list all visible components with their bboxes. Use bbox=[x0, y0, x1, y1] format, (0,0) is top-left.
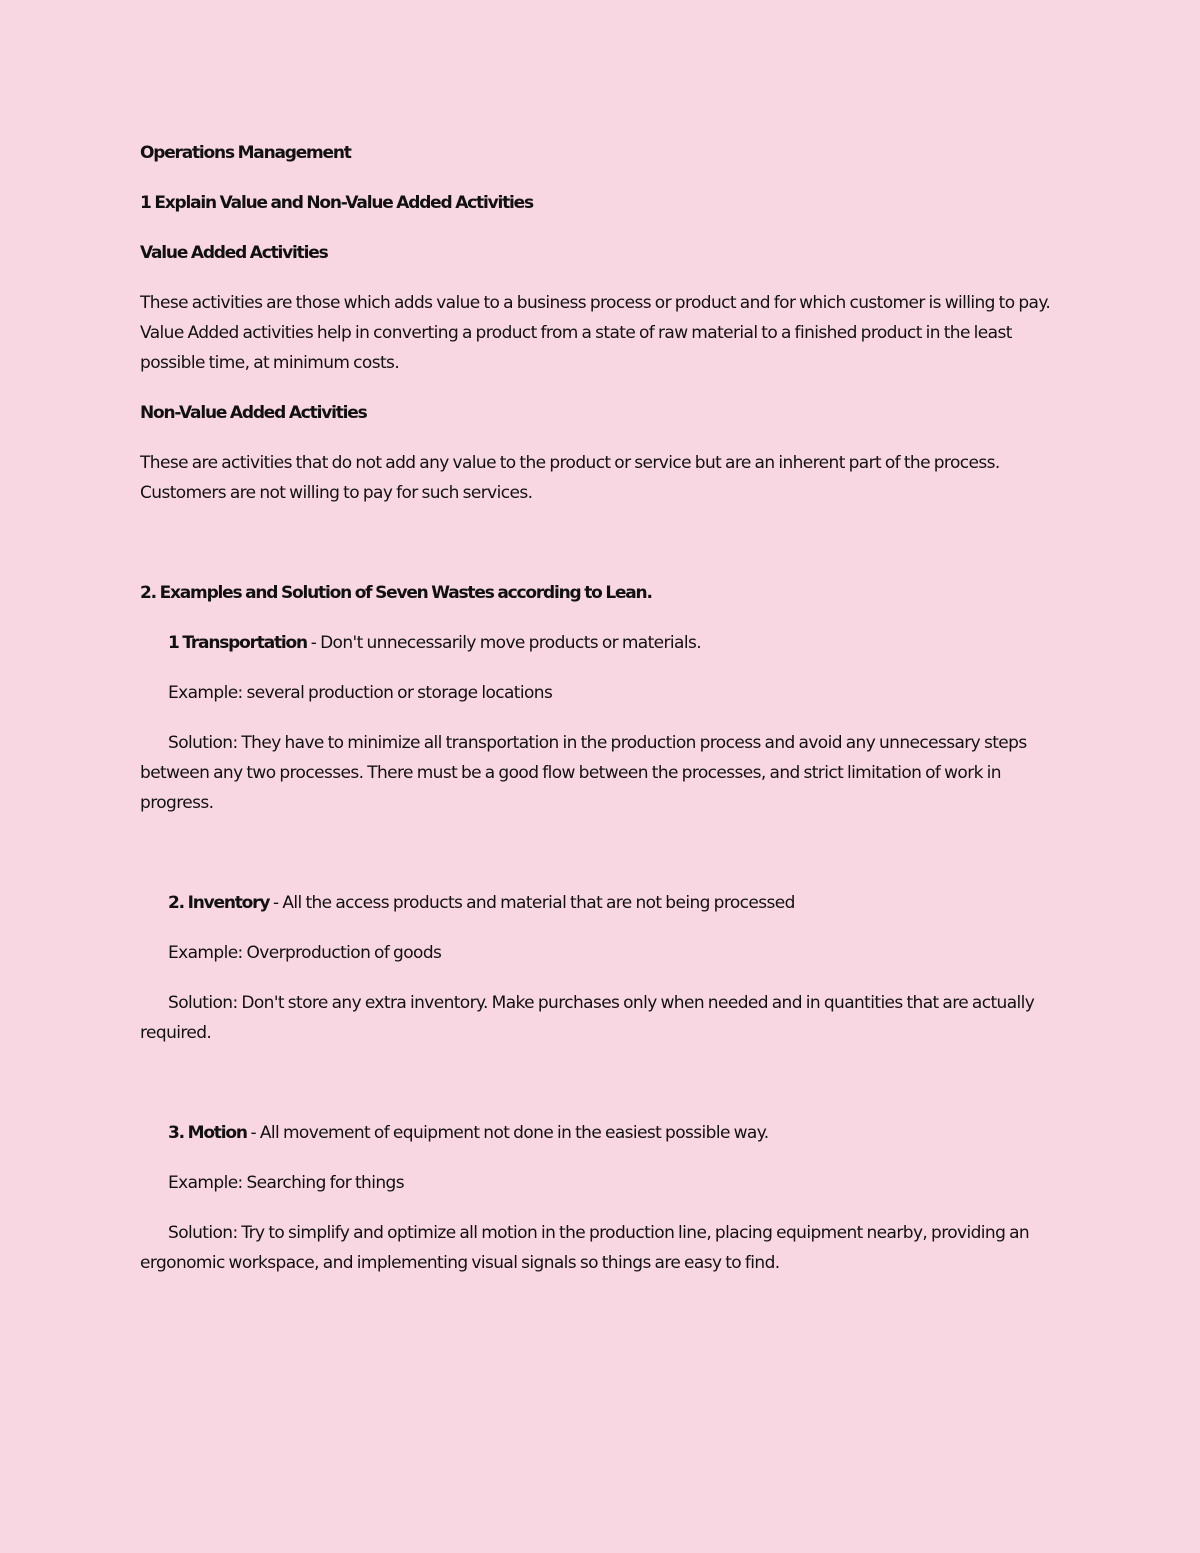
waste-description: - All the access products and material that are not being processed bbox=[269, 893, 795, 913]
waste-description: - Don't unnecessarily move products or materials. bbox=[306, 633, 702, 653]
waste-item-inventory bbox=[140, 888, 1060, 918]
waste-title: 3. Motion bbox=[168, 1123, 247, 1143]
waste-item-transportation bbox=[140, 628, 1060, 658]
value-added-heading: Value Added Activities bbox=[140, 243, 328, 263]
value-added-text: These activities are those which adds value to a business process or product and for which customer is willing to pay. Value Added activities help in converting a product from a state of raw material to a finished product in the least possible time, at minimum costs. bbox=[140, 293, 1051, 373]
waste-description: - All movement of equipment not done in the easiest possible way. bbox=[246, 1123, 769, 1143]
waste-title: 2. Inventory bbox=[168, 893, 270, 913]
waste-example: Example: Searching for things bbox=[168, 1173, 404, 1193]
section2-heading: 2. Examples and Solution of Seven Wastes according to Lean. bbox=[140, 583, 652, 603]
waste-solution: Solution: Try to simplify and optimize all motion in the production line, placing equipment nearby, providing an ergonomic workspace, and implementing visual signals so things are easy to find. bbox=[140, 1223, 1030, 1273]
document-content bbox=[140, 138, 1060, 1278]
non-value-added-heading: Non-Value Added Activities bbox=[140, 403, 367, 423]
document-title: Operations Management bbox=[140, 143, 351, 163]
non-value-added-text: These are activities that do not add any value to the product or service but are an inherent part of the process. Customers are not willing to pay for such services. bbox=[140, 453, 1000, 503]
waste-example: Example: Overproduction of goods bbox=[168, 943, 442, 963]
waste-example: Example: several production or storage locations bbox=[168, 683, 553, 703]
waste-title: 1 Transportation bbox=[168, 633, 307, 653]
section1-heading: 1 Explain Value and Non-Value Added Activities bbox=[140, 193, 533, 213]
waste-solution: Solution: Don't store any extra inventory. Make purchases only when needed and in quantities that are actually required. bbox=[140, 993, 1035, 1043]
waste-item-motion bbox=[140, 1118, 1060, 1148]
waste-solution: Solution: They have to minimize all transportation in the production process and avoid any unnecessary steps between any two processes. There must be a good flow between the processes, and strict limitation of work in progress. bbox=[140, 733, 1027, 813]
